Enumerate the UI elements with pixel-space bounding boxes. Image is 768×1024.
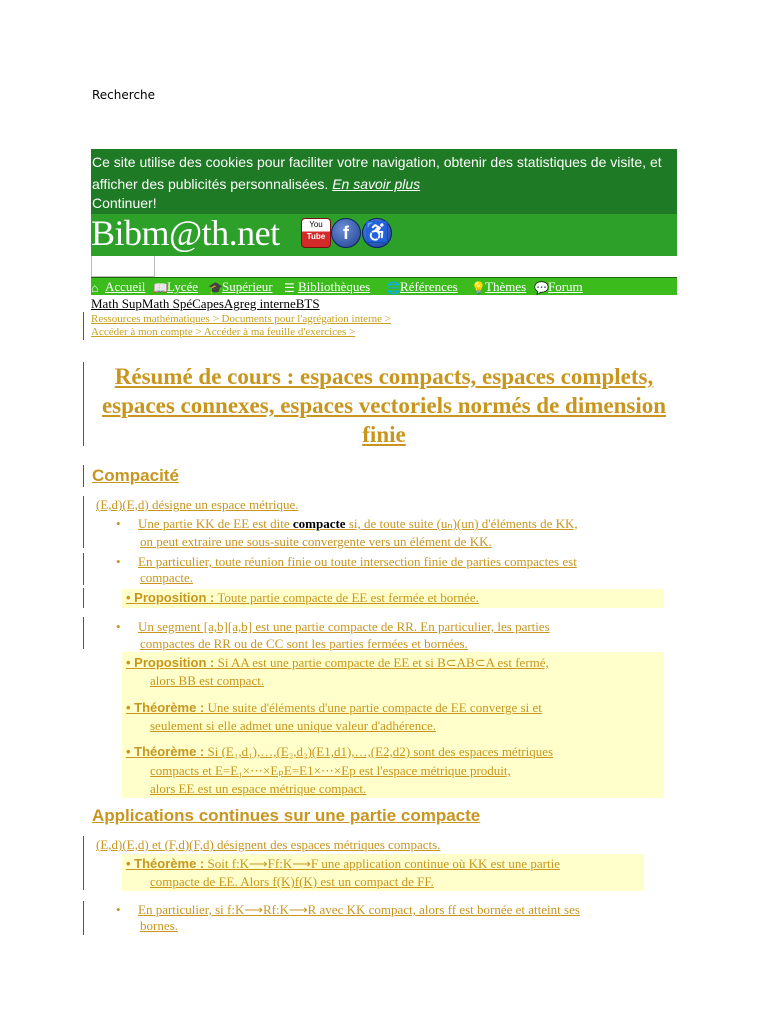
youtube-icon[interactable] — [301, 218, 331, 248]
item-text: En particulier, si f:K⟶Rf:K⟶R avec KK compact, alors ff est bornée et atteint ses — [138, 902, 580, 917]
nav-item-lycee[interactable] — [153, 278, 198, 295]
proposition-box — [122, 589, 664, 608]
theorem-continuation: compacts et E=E₁×⋯×EₚE=E1×⋯×Ep est l'espace métrique produit, — [150, 763, 511, 778]
breadcrumb[interactable]: Ressources mathématiques > Documents pour l'agrégation interne > — [91, 313, 392, 325]
search-label: Recherche — [92, 88, 156, 102]
lightbulb-icon: 💡 — [471, 281, 486, 295]
subnav-bts[interactable]: BTS — [295, 296, 320, 311]
section-title-applications: Applications continues sur une partie compacte — [92, 806, 481, 825]
nav-item-forum[interactable] — [534, 278, 583, 295]
proposition-text: Si AA est une partie compacte de EE et si B⊂AB⊂A est fermé, — [214, 655, 549, 670]
item-text: Un segment [a,b][a,b] est une partie compacte de RR. En particulier, les parties — [138, 619, 550, 634]
facebook-icon[interactable]: f — [331, 218, 361, 248]
theorem-label: • Théorème : — [126, 700, 205, 715]
nav-label: Forum — [548, 279, 583, 294]
nav-item-superieur[interactable] — [208, 278, 273, 295]
section-title-compacite: Compacité — [92, 466, 179, 485]
cookie-text — [92, 151, 675, 195]
books-icon: ☰ — [284, 281, 295, 295]
forum-icon: 💬 — [534, 281, 549, 295]
cookie-message: Ce site utilise des cookies pour faciliter votre navigation, obtenir des statistiques de visite, et afficher des publicités personnalisées. — [92, 154, 662, 192]
account-links[interactable]: Accéder à mon compte > Accéder à ma feuille d'exercices > — [91, 326, 356, 338]
item-continuation: compactes de RR ou de CC sont les parties fermées et bornées. — [140, 636, 468, 651]
book-icon: 📖 — [153, 281, 168, 295]
left-border — [83, 312, 84, 340]
theorem-continuation: seulement si elle admet une unique valeur d'adhérence. — [150, 718, 437, 733]
item-text: si, de toute suite (uₙ)(un) d'éléments de KK, — [345, 516, 578, 531]
left-border — [83, 553, 84, 585]
list-item: • En particulier, toute réunion finie ou toute intersection finie de parties compactes est — [116, 554, 577, 569]
nav-label: Lycée — [167, 279, 199, 294]
theorem-label: • Théorème : — [126, 744, 205, 759]
main-nav — [91, 277, 677, 295]
theorem-box — [122, 854, 644, 891]
theorem-box — [122, 652, 664, 798]
nav-item-references[interactable] — [386, 278, 458, 295]
theorem-label: • Théorème : — [126, 856, 205, 871]
nav-label: Supérieur — [222, 279, 273, 294]
nav-label: Accueil — [105, 279, 146, 294]
youtube-icon-text-top: You — [309, 220, 323, 229]
theorem-text: Soit f:K⟶Ff:K⟶F une application continue où KK est une partie — [204, 856, 560, 871]
proposition-text: Toute partie compacte de EE est fermée et bornée. — [214, 590, 479, 605]
theorem-continuation: alors EE est un espace métrique compact. — [150, 781, 367, 796]
item-text: Une partie KK de EE est dite — [138, 516, 293, 531]
list-item: • En particulier, si f:K⟶Rf:K⟶R avec KK compact, alors ff est bornée et atteint ses — [116, 902, 580, 917]
list-item: • Un segment [a,b][a,b] est une partie compacte de RR. En particulier, les parties — [116, 619, 550, 634]
left-border — [83, 465, 84, 487]
list-item: • Une partie KK de EE est dite compacte si, de toute suite (uₙ)(un) d'éléments de KK, — [116, 516, 578, 531]
subnav-math-spe[interactable]: Math Spé — [141, 296, 193, 311]
nav-item-bibliotheques[interactable] — [284, 278, 370, 295]
page-title: Résumé de cours : espaces compacts, espaces complets, espaces connexes, espaces vectoriels normés de dimension finie — [101, 364, 667, 447]
subnav-math-sup[interactable]: Math Sup — [91, 296, 142, 311]
nav-item-accueil[interactable] — [91, 278, 145, 295]
left-border — [83, 836, 84, 890]
item-continuation: bornes. — [140, 918, 178, 933]
youtube-icon-text-bottom: Tube — [306, 232, 326, 241]
nav-label: Bibliothèques — [298, 279, 371, 294]
proposition-continuation: alors BB est compact. — [150, 673, 265, 688]
item-continuation: on peut extraire une sous-suite convergente vers un élément de KK. — [140, 534, 492, 549]
section-intro: (E,d)(E,d) et (F,d)(F,d) désignent des espaces métriques compacts. — [96, 837, 441, 852]
cookie-continue-button[interactable]: Continuer! — [92, 195, 157, 211]
subnav-agreg-interne[interactable]: Agreg interne — [223, 296, 296, 311]
nav-label: Références — [400, 279, 458, 294]
search-input[interactable] — [91, 256, 155, 277]
theorem-continuation: compacte de EE. Alors f(K)f(K) est un compact de FF. — [150, 874, 434, 889]
cookie-banner — [91, 149, 677, 214]
left-border — [83, 496, 84, 548]
sub-nav — [91, 296, 320, 312]
bold-term: compacte — [292, 516, 346, 531]
nav-label: Thèmes — [485, 279, 527, 294]
section-intro: (E,d)(E,d) désigne un espace métrique. — [96, 497, 299, 512]
accessibility-icon[interactable]: ♿ — [362, 218, 392, 248]
subnav-capes[interactable]: Capes — [192, 296, 224, 311]
proposition-label: • Proposition : — [126, 590, 215, 605]
theorem-text: Une suite d'éléments d'une partie compacte de EE converge si et — [204, 700, 542, 715]
graduation-cap-icon: 🎓 — [208, 281, 223, 295]
item-text: En particulier, toute réunion finie ou toute intersection finie de parties compactes est — [138, 554, 577, 569]
home-icon: ⌂ — [91, 281, 99, 295]
nav-item-themes[interactable] — [471, 278, 526, 295]
left-border — [83, 901, 84, 935]
globe-icon: 🌐 — [386, 281, 401, 295]
site-logo-title[interactable]: Bibm@th.net — [91, 213, 280, 253]
left-border — [83, 588, 84, 608]
site-header — [91, 214, 677, 256]
item-continuation: compacte. — [140, 570, 194, 585]
learn-more-link[interactable]: En savoir plus — [332, 176, 421, 192]
theorem-text: Si (E₁,d₁),…,(E₂,d₂)(E1,d1),…,(E2,d2) sont des espaces métriques — [204, 744, 554, 759]
left-border — [83, 617, 84, 649]
left-border — [83, 362, 84, 446]
proposition-label: • Proposition : — [126, 655, 215, 670]
